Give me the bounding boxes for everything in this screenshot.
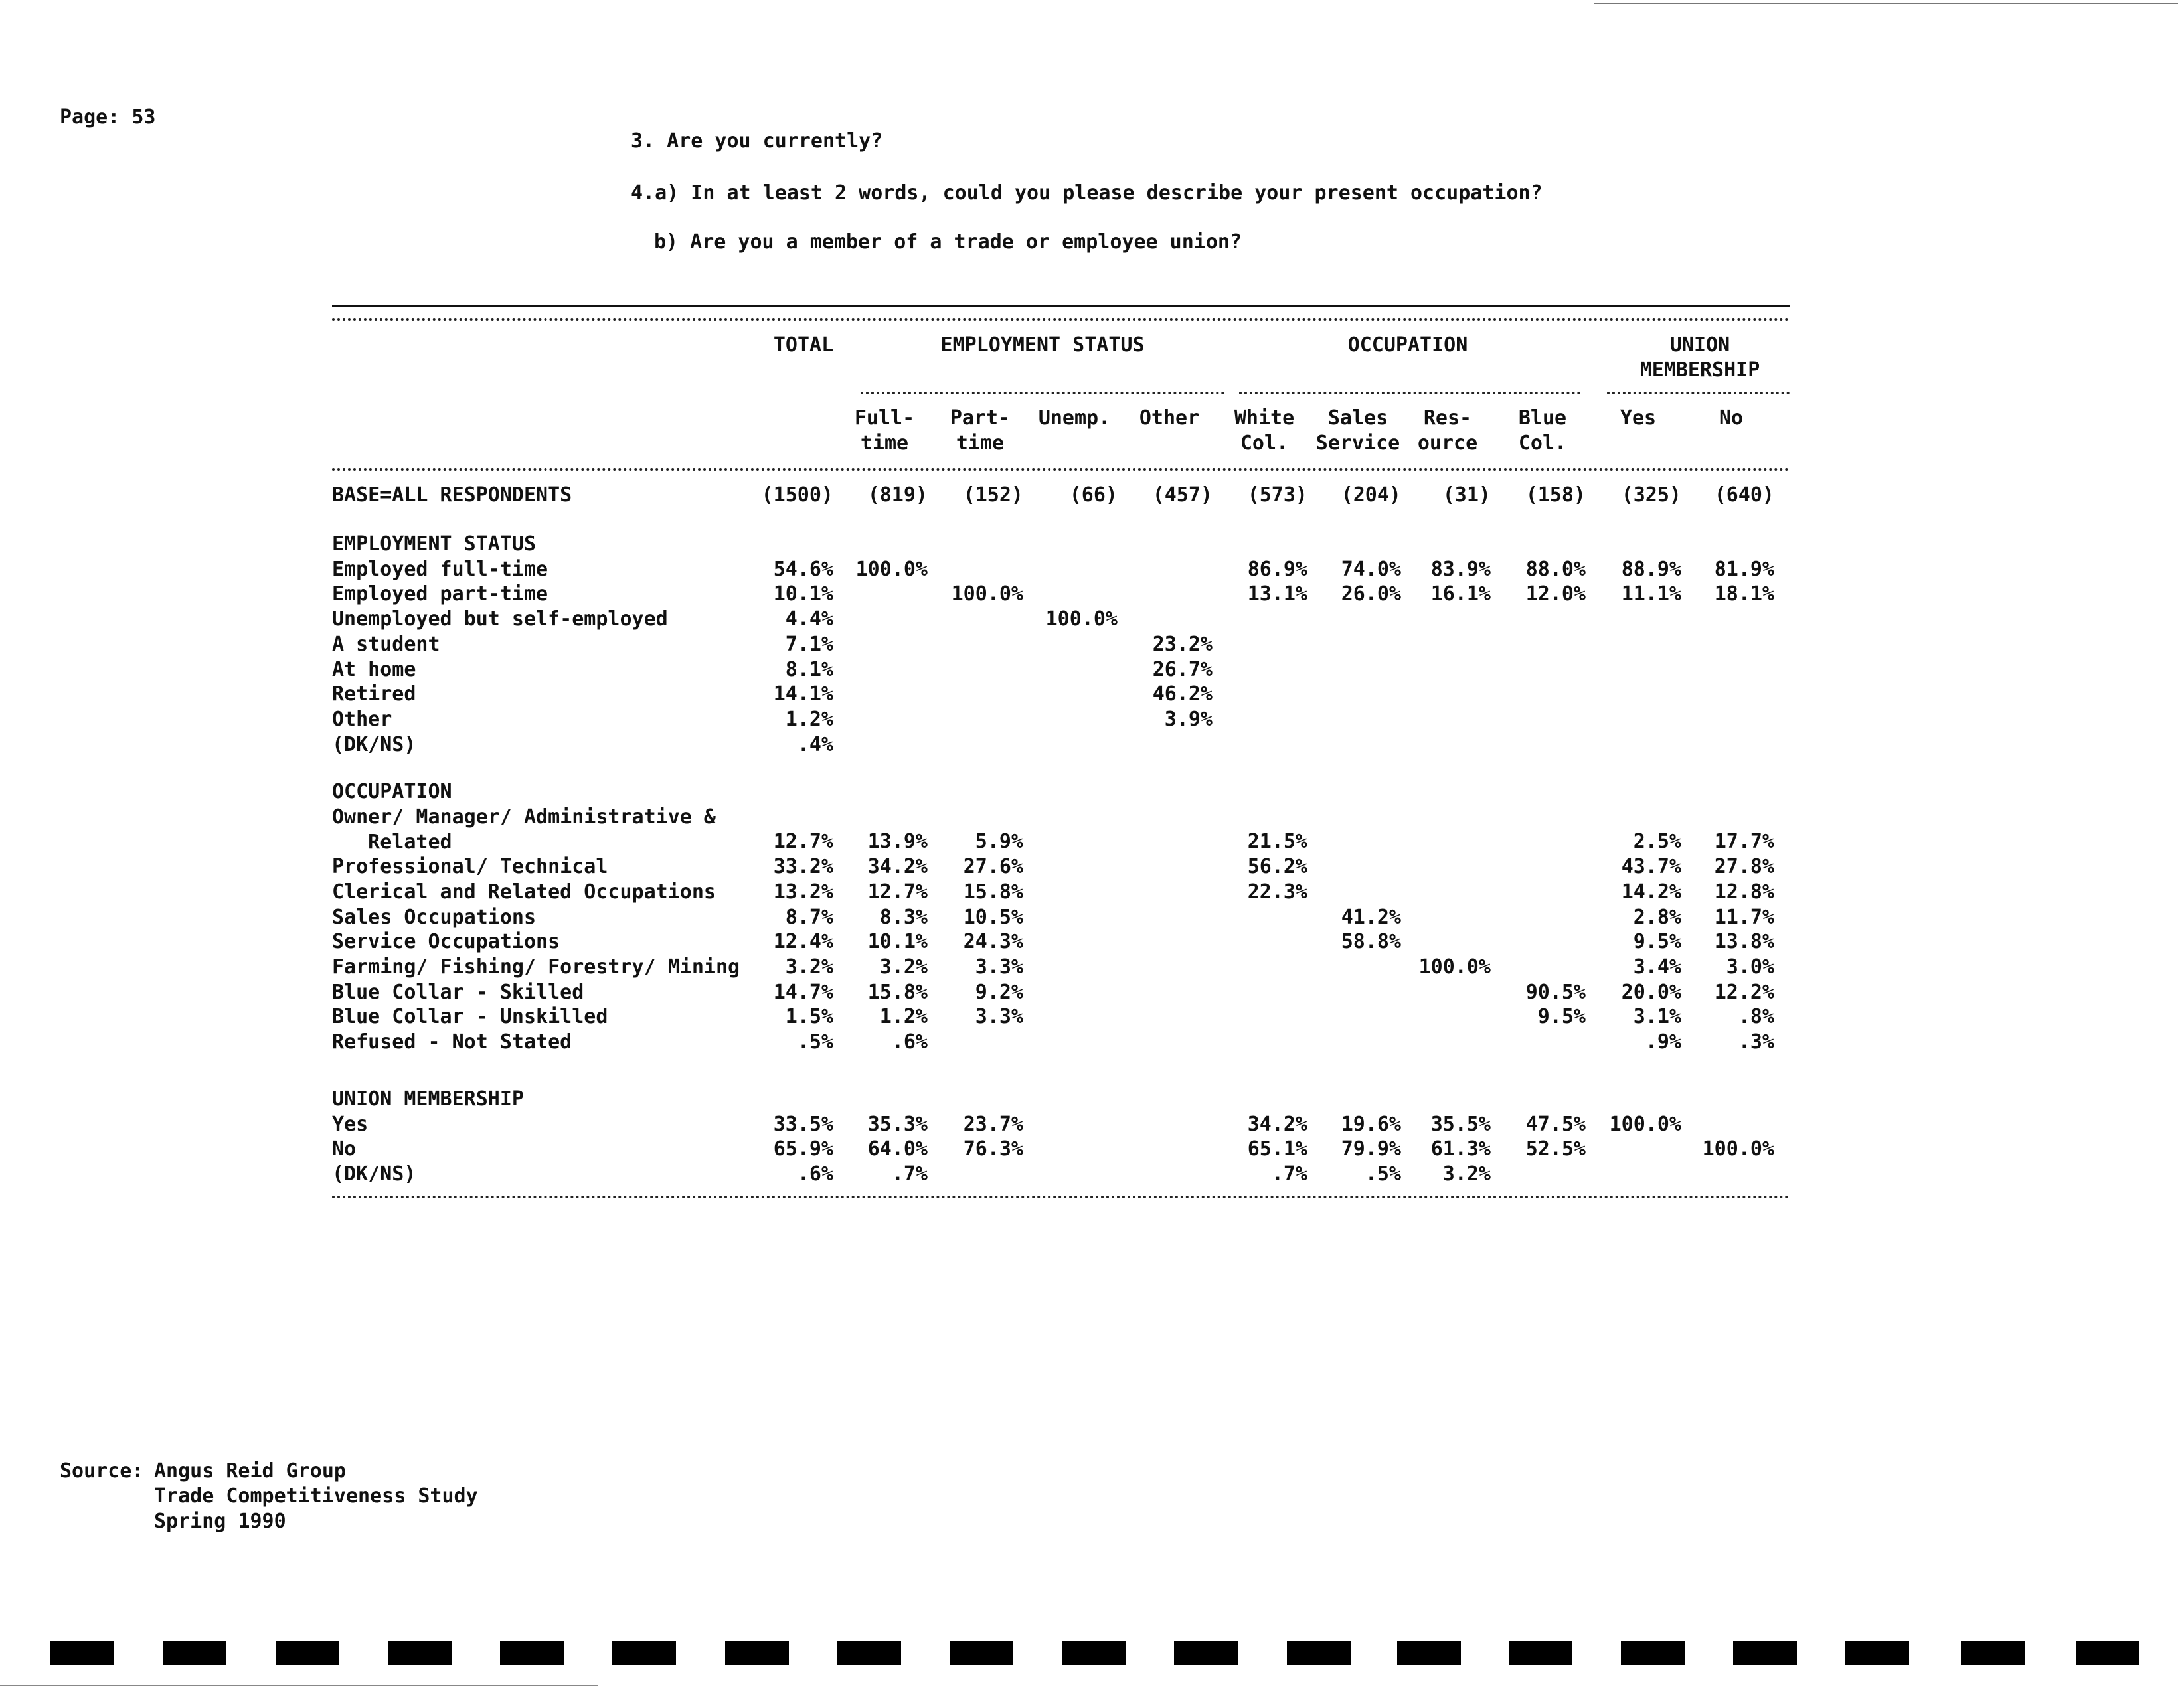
cell-sales: 26.0% bbox=[1341, 582, 1401, 605]
cell-fulltime: 15.8% bbox=[867, 981, 928, 1004]
cell-total: 13.2% bbox=[773, 880, 833, 904]
group-header-total: TOTAL bbox=[773, 333, 834, 357]
cell-total: 33.2% bbox=[773, 855, 833, 878]
cell-no: 11.7% bbox=[1714, 906, 1774, 929]
cell-whitecol: .7% bbox=[1271, 1163, 1307, 1186]
registration-mark bbox=[1961, 1641, 2025, 1665]
registration-mark bbox=[388, 1641, 452, 1665]
cell-yes: 14.2% bbox=[1621, 880, 1681, 904]
registration-mark bbox=[1174, 1641, 1238, 1665]
cell-total: 65.9% bbox=[773, 1137, 833, 1161]
cell-fulltime: 35.3% bbox=[867, 1113, 928, 1136]
cell-bluecol: 47.5% bbox=[1525, 1113, 1586, 1136]
row-label: A student bbox=[332, 633, 440, 656]
base-value-parttime: (152) bbox=[963, 483, 1023, 507]
cell-parttime: 23.7% bbox=[963, 1113, 1023, 1136]
registration-mark bbox=[1509, 1641, 1572, 1665]
column-header-parttime: Part- time bbox=[950, 406, 1011, 455]
cell-total: 14.7% bbox=[773, 981, 833, 1004]
employment-group-underline bbox=[861, 392, 1224, 394]
cell-sales: 19.6% bbox=[1341, 1113, 1401, 1136]
cell-other: 3.9% bbox=[1164, 708, 1213, 731]
base-value-other: (457) bbox=[1152, 483, 1213, 507]
source-line-2: Trade Competitiveness Study bbox=[154, 1485, 478, 1508]
cell-yes: 3.1% bbox=[1633, 1005, 1681, 1028]
cell-bluecol: 9.5% bbox=[1537, 1005, 1586, 1028]
group-header-employment-status: EMPLOYMENT STATUS bbox=[940, 333, 1145, 357]
source-line-3: Spring 1990 bbox=[154, 1510, 286, 1533]
table-top-dashed-rule bbox=[332, 318, 1790, 321]
column-header-unemp: Unemp. bbox=[1038, 406, 1111, 430]
cell-yes: 2.8% bbox=[1633, 906, 1681, 929]
column-header-no: No bbox=[1719, 406, 1744, 430]
cell-fulltime: 3.2% bbox=[879, 955, 928, 979]
occupation-group-underline bbox=[1239, 392, 1580, 394]
cell-parttime: 3.3% bbox=[975, 955, 1023, 979]
row-label: Professional/ Technical bbox=[332, 855, 608, 878]
scan-edge-line bbox=[1594, 3, 2178, 4]
row-label: Refused - Not Stated bbox=[332, 1030, 572, 1054]
cell-parttime: 10.5% bbox=[963, 906, 1023, 929]
row-label: Blue Collar - Unskilled bbox=[332, 1005, 608, 1028]
cell-whitecol: 21.5% bbox=[1247, 830, 1307, 853]
row-label: Retired bbox=[332, 683, 416, 706]
cell-resource: 83.9% bbox=[1430, 558, 1491, 581]
cell-no: 27.8% bbox=[1714, 855, 1774, 878]
cell-whitecol: 56.2% bbox=[1247, 855, 1307, 878]
scan-edge-line-bottom bbox=[0, 1685, 598, 1686]
base-value-no: (640) bbox=[1714, 483, 1774, 507]
cell-no: 12.8% bbox=[1714, 880, 1774, 904]
row-label: Yes bbox=[332, 1113, 369, 1136]
row-label: Sales Occupations bbox=[332, 906, 537, 929]
cell-sales: 58.8% bbox=[1341, 930, 1401, 953]
cell-total: 8.1% bbox=[785, 658, 833, 681]
registration-mark bbox=[2076, 1641, 2139, 1665]
cell-bluecol: 90.5% bbox=[1525, 981, 1586, 1004]
cell-fulltime: .7% bbox=[891, 1163, 928, 1186]
cell-fulltime: 1.2% bbox=[879, 1005, 928, 1028]
cell-yes: 2.5% bbox=[1633, 830, 1681, 853]
row-label: Farming/ Fishing/ Forestry/ Mining bbox=[332, 955, 740, 979]
cell-parttime: 76.3% bbox=[963, 1137, 1023, 1161]
section-title: OCCUPATION bbox=[332, 780, 452, 803]
registration-mark bbox=[1621, 1641, 1685, 1665]
column-header-yes: Yes bbox=[1620, 406, 1657, 430]
column-header-sales: Sales Service bbox=[1315, 406, 1400, 455]
cell-total: 12.4% bbox=[773, 930, 833, 953]
cell-fulltime: 12.7% bbox=[867, 880, 928, 904]
cell-parttime: 15.8% bbox=[963, 880, 1023, 904]
section-title: EMPLOYMENT STATUS bbox=[332, 532, 537, 556]
registration-mark bbox=[725, 1641, 789, 1665]
cell-sales: 74.0% bbox=[1341, 558, 1401, 581]
base-value-fulltime: (819) bbox=[867, 483, 928, 507]
row-label: (DK/NS) bbox=[332, 1163, 416, 1186]
base-label: BASE=ALL RESPONDENTS bbox=[332, 483, 572, 507]
source-line-1: Angus Reid Group bbox=[154, 1459, 346, 1483]
row-label: Employed part-time bbox=[332, 582, 548, 605]
cell-whitecol: 65.1% bbox=[1247, 1137, 1307, 1161]
base-value-yes: (325) bbox=[1621, 483, 1681, 507]
cell-total: 3.2% bbox=[785, 955, 833, 979]
cell-parttime: 27.6% bbox=[963, 855, 1023, 878]
base-value-whitecol: (573) bbox=[1247, 483, 1307, 507]
cell-yes: 9.5% bbox=[1633, 930, 1681, 953]
section-title: UNION MEMBERSHIP bbox=[332, 1087, 524, 1111]
header-bottom-dashed-rule bbox=[332, 468, 1790, 471]
cell-parttime: 3.3% bbox=[975, 1005, 1023, 1028]
cell-yes: 11.1% bbox=[1621, 582, 1681, 605]
cell-total: 4.4% bbox=[785, 607, 833, 631]
registration-mark bbox=[1397, 1641, 1461, 1665]
question-3: 3. Are you currently? bbox=[631, 129, 883, 153]
registration-mark bbox=[50, 1641, 114, 1665]
row-label: Clerical and Related Occupations bbox=[332, 880, 716, 904]
question-4b: b) Are you a member of a trade or employee union? bbox=[654, 230, 1242, 254]
cell-fulltime: 8.3% bbox=[879, 906, 928, 929]
cell-total: 10.1% bbox=[773, 582, 833, 605]
registration-mark bbox=[1287, 1641, 1351, 1665]
row-label: Blue Collar - Skilled bbox=[332, 981, 584, 1004]
cell-bluecol: 52.5% bbox=[1525, 1137, 1586, 1161]
cell-yes: .9% bbox=[1645, 1030, 1681, 1054]
column-header-whitecol: White Col. bbox=[1234, 406, 1295, 455]
column-header-fulltime: Full- time bbox=[854, 406, 915, 455]
row-label: Owner/ Manager/ Administrative & Related bbox=[332, 805, 716, 854]
cell-yes: 3.4% bbox=[1633, 955, 1681, 979]
cell-yes: 43.7% bbox=[1621, 855, 1681, 878]
cell-yes: 88.9% bbox=[1621, 558, 1681, 581]
registration-mark bbox=[500, 1641, 564, 1665]
row-label: At home bbox=[332, 658, 416, 681]
group-header-occupation: OCCUPATION bbox=[1347, 333, 1468, 357]
row-label: Other bbox=[332, 708, 392, 731]
cell-total: 54.6% bbox=[773, 558, 833, 581]
column-header-bluecol: Blue Col. bbox=[1518, 406, 1567, 455]
cell-total: .6% bbox=[797, 1163, 833, 1186]
cell-yes: 20.0% bbox=[1621, 981, 1681, 1004]
row-label: Employed full-time bbox=[332, 558, 548, 581]
cell-fulltime: 10.1% bbox=[867, 930, 928, 953]
group-header-union-membership: UNION MEMBERSHIP bbox=[1639, 333, 1760, 382]
cell-total: 33.5% bbox=[773, 1113, 833, 1136]
row-label: No bbox=[332, 1137, 357, 1161]
registration-mark bbox=[612, 1641, 676, 1665]
column-header-other: Other bbox=[1139, 406, 1200, 430]
cell-total: .4% bbox=[797, 733, 833, 756]
cell-fulltime: 100.0% bbox=[855, 558, 928, 581]
cell-sales: .5% bbox=[1365, 1163, 1401, 1186]
cell-no: .3% bbox=[1738, 1030, 1774, 1054]
cell-sales: 79.9% bbox=[1341, 1137, 1401, 1161]
cell-total: 1.5% bbox=[785, 1005, 833, 1028]
union-group-underline bbox=[1607, 392, 1790, 394]
cell-whitecol: 13.1% bbox=[1247, 582, 1307, 605]
cell-other: 46.2% bbox=[1152, 683, 1213, 706]
cell-no: 100.0% bbox=[1702, 1137, 1774, 1161]
cell-total: 8.7% bbox=[785, 906, 833, 929]
source-label: Source: bbox=[60, 1459, 144, 1483]
base-value-sales: (204) bbox=[1341, 483, 1401, 507]
registration-mark bbox=[1733, 1641, 1797, 1665]
cell-other: 23.2% bbox=[1152, 633, 1213, 656]
cell-fulltime: 13.9% bbox=[867, 830, 928, 853]
cell-whitecol: 34.2% bbox=[1247, 1113, 1307, 1136]
cell-resource: 35.5% bbox=[1430, 1113, 1491, 1136]
page-number: Page: 53 bbox=[60, 106, 156, 129]
registration-mark bbox=[163, 1641, 226, 1665]
cell-parttime: 100.0% bbox=[951, 582, 1023, 605]
cell-no: 3.0% bbox=[1726, 955, 1774, 979]
cell-parttime: 24.3% bbox=[963, 930, 1023, 953]
cell-no: .8% bbox=[1738, 1005, 1774, 1028]
cell-resource: 3.2% bbox=[1442, 1163, 1491, 1186]
table-bottom-dashed-rule bbox=[332, 1196, 1790, 1198]
cell-resource: 100.0% bbox=[1418, 955, 1491, 979]
cell-other: 26.7% bbox=[1152, 658, 1213, 681]
cell-total: 7.1% bbox=[785, 633, 833, 656]
cell-no: 13.8% bbox=[1714, 930, 1774, 953]
cell-bluecol: 88.0% bbox=[1525, 558, 1586, 581]
base-value-resource: (31) bbox=[1442, 483, 1491, 507]
cell-total: 1.2% bbox=[785, 708, 833, 731]
cell-yes: 100.0% bbox=[1609, 1113, 1681, 1136]
table-top-rule bbox=[332, 305, 1790, 307]
base-value-total: (1500) bbox=[761, 483, 833, 507]
column-header-resource: Res- ource bbox=[1417, 406, 1478, 455]
row-label: Service Occupations bbox=[332, 930, 560, 953]
cell-sales: 41.2% bbox=[1341, 906, 1401, 929]
cell-no: 12.2% bbox=[1714, 981, 1774, 1004]
cell-no: 17.7% bbox=[1714, 830, 1774, 853]
registration-mark bbox=[1062, 1641, 1126, 1665]
cell-fulltime: 64.0% bbox=[867, 1137, 928, 1161]
question-4a: 4.a) In at least 2 words, could you please describe your present occupation? bbox=[631, 181, 1543, 204]
base-value-unemp: (66) bbox=[1069, 483, 1118, 507]
row-label: Unemployed but self-employed bbox=[332, 607, 668, 631]
base-value-bluecol: (158) bbox=[1525, 483, 1586, 507]
cell-parttime: 9.2% bbox=[975, 981, 1023, 1004]
registration-mark bbox=[276, 1641, 339, 1665]
cell-parttime: 5.9% bbox=[975, 830, 1023, 853]
cell-total: 14.1% bbox=[773, 683, 833, 706]
cell-resource: 61.3% bbox=[1430, 1137, 1491, 1161]
cell-no: 18.1% bbox=[1714, 582, 1774, 605]
cell-unemp: 100.0% bbox=[1045, 607, 1118, 631]
registration-mark bbox=[950, 1641, 1013, 1665]
cell-fulltime: 34.2% bbox=[867, 855, 928, 878]
cell-resource: 16.1% bbox=[1430, 582, 1491, 605]
registration-mark bbox=[1845, 1641, 1909, 1665]
cell-no: 81.9% bbox=[1714, 558, 1774, 581]
cell-total: .5% bbox=[797, 1030, 833, 1054]
registration-mark bbox=[837, 1641, 901, 1665]
cell-bluecol: 12.0% bbox=[1525, 582, 1586, 605]
cell-fulltime: .6% bbox=[891, 1030, 928, 1054]
cell-whitecol: 86.9% bbox=[1247, 558, 1307, 581]
row-label: (DK/NS) bbox=[332, 733, 416, 756]
cell-whitecol: 22.3% bbox=[1247, 880, 1307, 904]
cell-total: 12.7% bbox=[773, 830, 833, 853]
